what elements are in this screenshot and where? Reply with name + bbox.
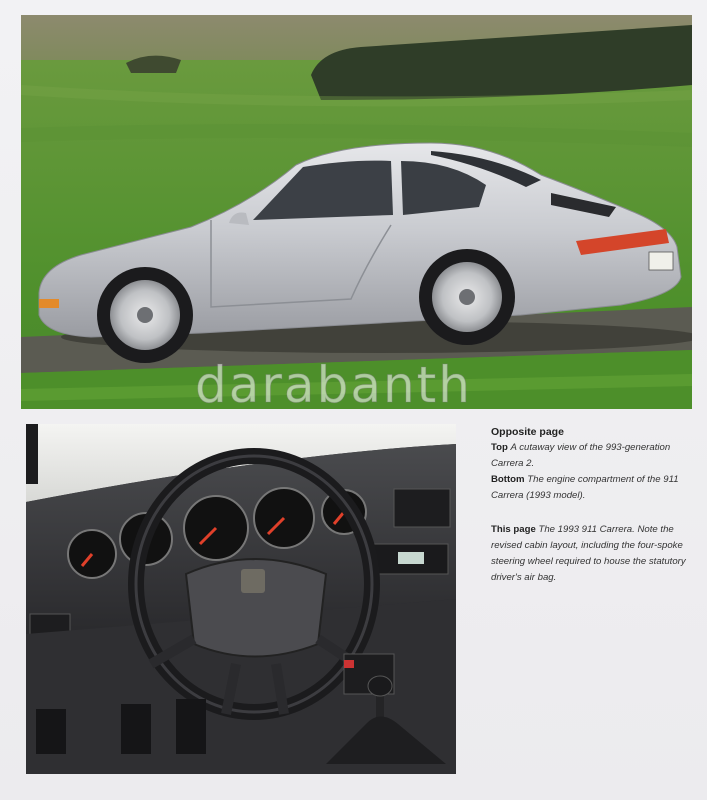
- caption-top-lead: Top: [491, 442, 508, 453]
- caption-this-lead: This page: [491, 524, 536, 535]
- caption-this-page: [491, 522, 696, 586]
- caption-bottom-text: The engine compartment of the 911 Carrera (1993 model).: [491, 474, 679, 501]
- interior-photo: [26, 424, 456, 774]
- caption-bottom: [491, 472, 696, 504]
- interior-illustration: [26, 424, 456, 774]
- caption-block: [491, 424, 696, 586]
- caption-heading: Opposite page: [491, 426, 564, 438]
- caption-top-text: A cutaway view of the 993-generation Carrera 2.: [491, 442, 671, 469]
- caption-spacer: [491, 504, 696, 522]
- caption-this-text: The 1993 911 Carrera. Note the revised cabin layout, including the four-spoke steering wheel required to house the statutory driver's air bag.: [491, 524, 686, 583]
- car-illustration: [21, 15, 692, 409]
- caption-top: [491, 440, 696, 472]
- car-photo: [21, 15, 692, 409]
- watermark: darabanth: [195, 356, 472, 414]
- caption-bottom-lead: Bottom: [491, 474, 525, 485]
